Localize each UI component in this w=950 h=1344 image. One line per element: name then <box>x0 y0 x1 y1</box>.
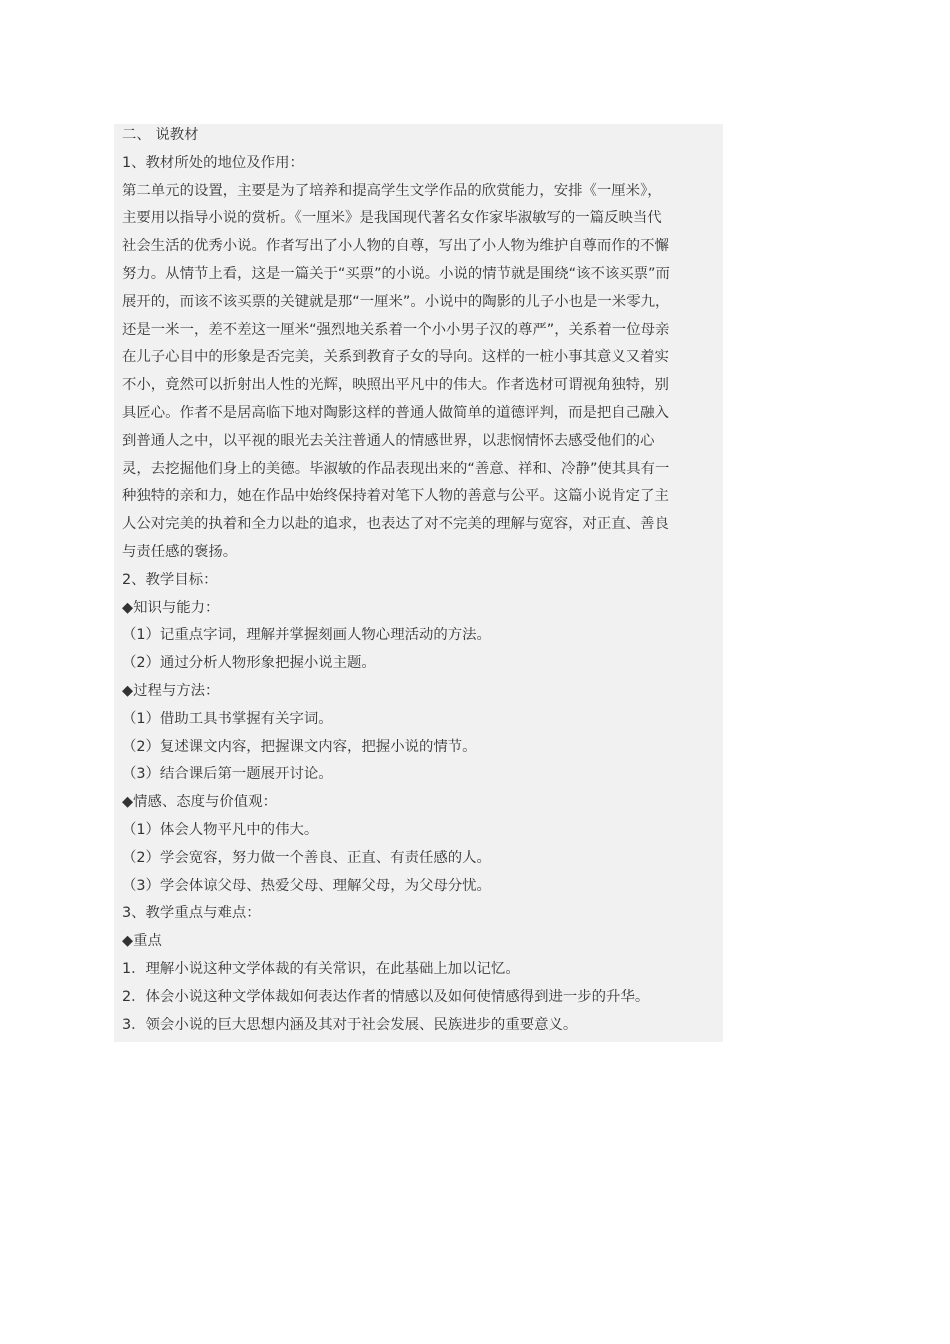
paragraph-line: 人公对完美的执着和全力以赴的追求，也表达了对不完美的理解与宽容，对正直、善良 <box>122 516 669 533</box>
paragraph-line: 努力。从情节上看，这是一篇关于“买票”的小说。小说的情节就是围绕“该不该买票”而 <box>122 265 670 282</box>
paragraph-line: 展开的，而该不该买票的关键就是那“一厘米”。小说中的陶影的儿子小也是一米零九， <box>122 293 670 310</box>
subheading-material-position: 1、教材所处的地位及作用： <box>122 154 304 171</box>
goal-category-process: ◆过程与方法： <box>122 682 220 699</box>
goal-category-knowledge: ◆知识与能力： <box>122 599 220 616</box>
paragraph-line: 第二单元的设置，主要是为了培养和提高学生文学作品的欣赏能力，安排《一厘米》， <box>122 182 662 199</box>
document-text-block <box>114 124 723 1042</box>
goal-category-emotion: ◆情感、态度与价值观： <box>122 794 277 811</box>
paragraph-line: 在儿子心目中的形象是否完美，关系到教育子女的导向。这样的一桩小事其意义又着实 <box>122 349 669 366</box>
paragraph-line: 还是一米一，差不差这一厘米“强烈地关系着一个小小男子汉的尊严”，关系着一位母亲 <box>122 321 670 338</box>
list-item: （1）记重点字词，理解并掌握刻画人物心理活动的方法。 <box>122 627 491 644</box>
paragraph-line: 社会生活的优秀小说。作者写出了小人物的自尊，写出了小人物为维护自尊而作的不懈 <box>122 238 669 255</box>
list-item: （2）复述课文内容，把握课文内容，把握小说的情节。 <box>122 738 477 755</box>
list-item: （2）通过分析人物形象把握小说主题。 <box>122 655 376 672</box>
paragraph-line: 不小，竟然可以折射出人性的光辉，映照出平凡中的伟大。作者选材可谓视角独特，别 <box>122 377 669 394</box>
list-item: （1）体会人物平凡中的伟大。 <box>122 821 319 838</box>
paragraph-line: 灵，去挖掘他们身上的美德。毕淑敏的作品表现出来的“善意、祥和、冷静”使其具有一 <box>122 460 670 477</box>
subheading-key-points: 3、教学重点与难点： <box>122 905 261 922</box>
list-item: 1．理解小说这种文学体裁的有关常识，在此基础上加以记忆。 <box>122 960 520 977</box>
list-item: （3）结合课后第一题展开讨论。 <box>122 766 333 783</box>
paragraph-line: 主要用以指导小说的赏析。《一厘米》是我国现代著名女作家毕淑敏写的一篇反映当代 <box>122 210 662 227</box>
list-item: （3）学会体谅父母、热爱父母、理解父母，为父母分忧。 <box>122 877 491 894</box>
subheading-teaching-goals: 2、教学目标： <box>122 571 218 588</box>
section-heading: 二、 说教材 <box>122 127 199 143</box>
paragraph-line: 到普通人之中，以平视的眼光去关注普通人的情感世界，以悲悯情怀去感受他们的心 <box>122 432 655 449</box>
list-item: （1）借助工具书掌握有关字词。 <box>122 710 333 727</box>
paragraph-line: 与责任感的褒扬。 <box>122 543 238 560</box>
paragraph-line: 具匠心。作者不是居高临下地对陶影这样的普通人做简单的道德评判，而是把自己融入 <box>122 404 669 421</box>
paragraph-line: 种独特的亲和力，她在作品中始终保持着对笔下人物的善意与公平。这篇小说肯定了主 <box>122 488 669 505</box>
key-points-label: ◆重点 <box>122 933 162 950</box>
list-item: 2．体会小说这种文学体裁如何表达作者的情感以及如何使情感得到进一步的升华。 <box>122 988 650 1005</box>
list-item: （2）学会宽容，努力做一个善良、正直、有责任感的人。 <box>122 849 491 866</box>
list-item: 3．领会小说的巨大思想内涵及其对于社会发展、民族进步的重要意义。 <box>122 1016 578 1033</box>
